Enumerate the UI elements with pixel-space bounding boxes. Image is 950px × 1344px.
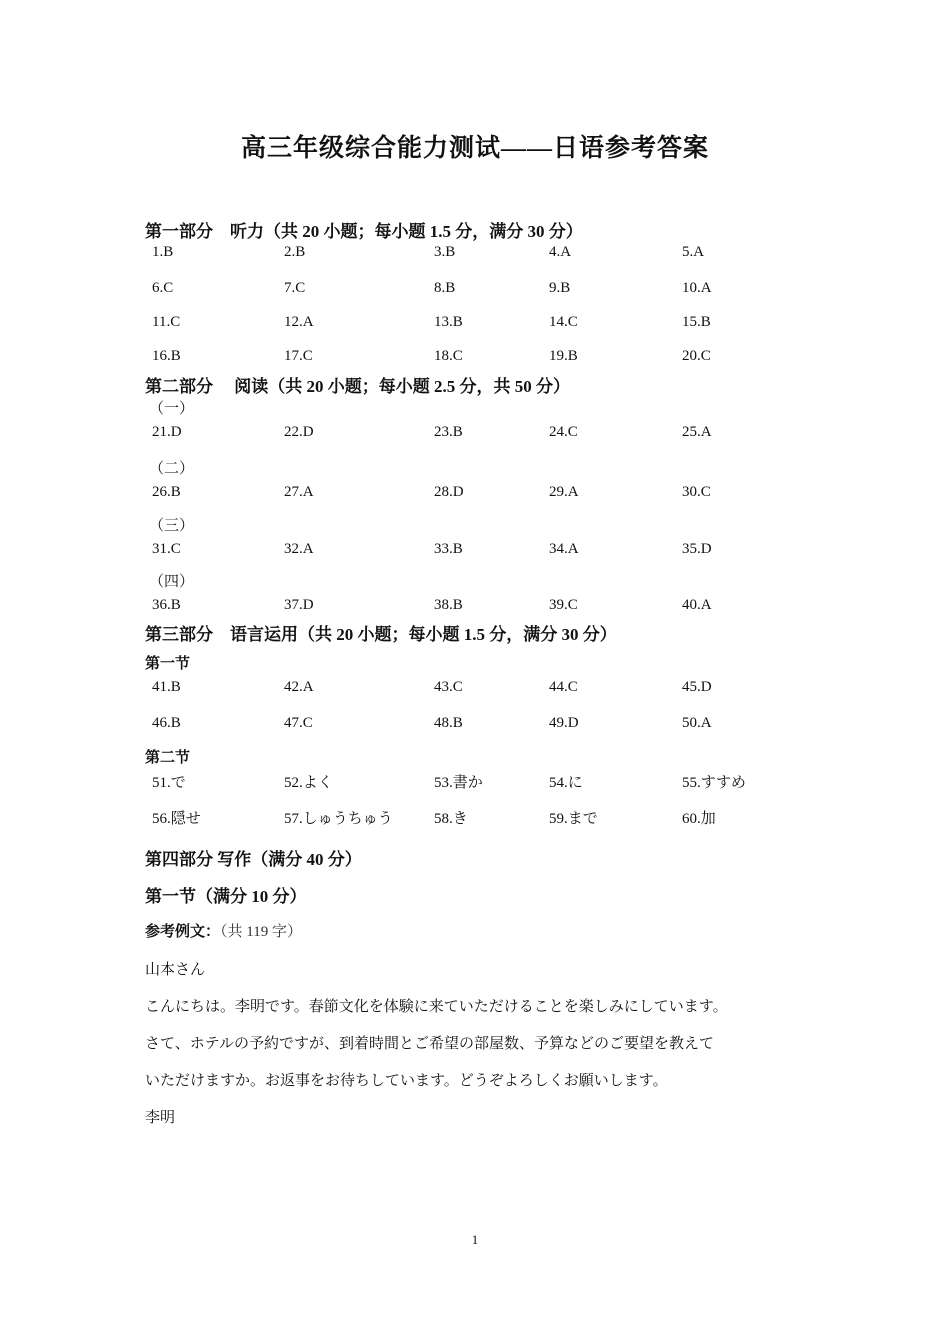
answer: 47.C bbox=[284, 715, 313, 731]
answer-row bbox=[152, 597, 832, 619]
section-label: 第一节 bbox=[145, 656, 191, 672]
group-label: （三） bbox=[149, 518, 195, 534]
answer: 25.A bbox=[682, 424, 712, 440]
answer: 23.B bbox=[434, 424, 463, 440]
page-title: 高三年级综合能力测试——日语参考答案 bbox=[240, 135, 709, 162]
essay-line: こんにちは。李明です。春節文化を体験に来ていただけることを楽しみにしています。 bbox=[145, 997, 728, 1015]
answer: 45.D bbox=[682, 679, 712, 695]
group-label: （四） bbox=[149, 574, 195, 590]
answer: 54.に bbox=[549, 775, 583, 791]
section-label: 第二节 bbox=[145, 750, 191, 766]
page-number: 1 bbox=[471, 1232, 479, 1247]
answer-row bbox=[152, 541, 832, 563]
answer-row bbox=[152, 348, 832, 370]
part2-heading: 第二部分 阅读（共 20 小题；每小题 2.5 分，共 50 分） bbox=[145, 377, 570, 396]
answer: 27.A bbox=[284, 484, 314, 500]
answer: 14.C bbox=[549, 314, 578, 330]
answer: 9.B bbox=[549, 280, 571, 296]
answer: 6.C bbox=[152, 280, 174, 296]
answer: 55.すすめ bbox=[682, 775, 746, 791]
answer: 38.B bbox=[434, 597, 463, 613]
answer: 7.C bbox=[284, 280, 306, 296]
answer: 17.C bbox=[284, 348, 313, 364]
answer: 60.加 bbox=[682, 811, 716, 827]
answer: 32.A bbox=[284, 541, 314, 557]
answer: 50.A bbox=[682, 715, 712, 731]
answer: 52.よく bbox=[284, 775, 333, 791]
answer: 16.B bbox=[152, 348, 181, 364]
answer: 30.C bbox=[682, 484, 711, 500]
sample-count: （共 119 字） bbox=[220, 924, 302, 940]
essay-line: いただけますか。お返事をお待ちしています。どうぞよろしくお願いします。 bbox=[145, 1071, 668, 1089]
answer-row bbox=[152, 715, 832, 737]
answer: 48.B bbox=[434, 715, 463, 731]
answer: 49.D bbox=[549, 715, 579, 731]
answer: 13.B bbox=[434, 314, 463, 330]
answer: 35.D bbox=[682, 541, 712, 557]
answer-row bbox=[152, 484, 832, 506]
answer-row bbox=[152, 314, 832, 336]
answer: 24.C bbox=[549, 424, 578, 440]
answer: 11.C bbox=[152, 314, 181, 330]
answer-row bbox=[152, 679, 832, 701]
answer: 26.B bbox=[152, 484, 181, 500]
answer: 20.C bbox=[682, 348, 711, 364]
answer: 37.D bbox=[284, 597, 314, 613]
answer-row bbox=[152, 771, 832, 793]
answer: 31.C bbox=[152, 541, 181, 557]
section-heading: 第一节（满分 10 分） bbox=[145, 887, 307, 906]
answer: 41.B bbox=[152, 679, 181, 695]
answer: 46.B bbox=[152, 715, 181, 731]
answer: 42.A bbox=[284, 679, 314, 695]
answer: 44.C bbox=[549, 679, 578, 695]
answer: 56.隠せ bbox=[152, 811, 201, 827]
answer: 57.しゅうちゅう bbox=[284, 811, 393, 827]
answer: 36.B bbox=[152, 597, 181, 613]
answer: 29.A bbox=[549, 484, 579, 500]
answer: 2.B bbox=[284, 244, 306, 260]
answer: 53.書か bbox=[434, 775, 483, 791]
answer: 28.D bbox=[434, 484, 464, 500]
essay-line: さて、ホテルの予約ですが、到着時間とご希望の部屋数、予算などのご要望を教えて bbox=[145, 1034, 714, 1052]
group-label: （一） bbox=[149, 401, 195, 417]
answer: 58.き bbox=[434, 811, 468, 827]
answer-row bbox=[152, 280, 832, 302]
answer: 12.A bbox=[284, 314, 314, 330]
answer: 51.で bbox=[152, 775, 186, 791]
answer: 21.D bbox=[152, 424, 182, 440]
answer: 1.B bbox=[152, 244, 174, 260]
signature: 李明 bbox=[145, 1108, 176, 1126]
answer: 4.A bbox=[549, 244, 572, 260]
answer: 59.まで bbox=[549, 811, 598, 827]
answer: 10.A bbox=[682, 280, 712, 296]
answer-row bbox=[152, 424, 832, 446]
answer: 22.D bbox=[284, 424, 314, 440]
answer: 18.C bbox=[434, 348, 463, 364]
answer: 39.C bbox=[549, 597, 578, 613]
answer: 40.A bbox=[682, 597, 712, 613]
part3-heading: 第三部分 语言运用（共 20 小题；每小题 1.5 分，满分 30 分） bbox=[145, 625, 617, 644]
answer: 3.B bbox=[434, 244, 456, 260]
answer: 19.B bbox=[549, 348, 578, 364]
answer: 43.C bbox=[434, 679, 463, 695]
sample-header bbox=[145, 920, 302, 941]
salutation: 山本さん bbox=[145, 960, 206, 978]
answer: 8.B bbox=[434, 280, 456, 296]
part1-heading: 第一部分 听力（共 20 小题；每小题 1.5 分，满分 30 分） bbox=[145, 222, 583, 241]
answer: 34.A bbox=[549, 541, 579, 557]
answer-row bbox=[152, 244, 832, 266]
group-label: （二） bbox=[149, 461, 195, 477]
answer: 5.A bbox=[682, 244, 705, 260]
answer: 15.B bbox=[682, 314, 711, 330]
answer-row bbox=[152, 807, 832, 829]
part4-heading: 第四部分 写作（满分 40 分） bbox=[145, 850, 362, 869]
answer: 33.B bbox=[434, 541, 463, 557]
sample-label: 参考例文： bbox=[145, 924, 221, 940]
